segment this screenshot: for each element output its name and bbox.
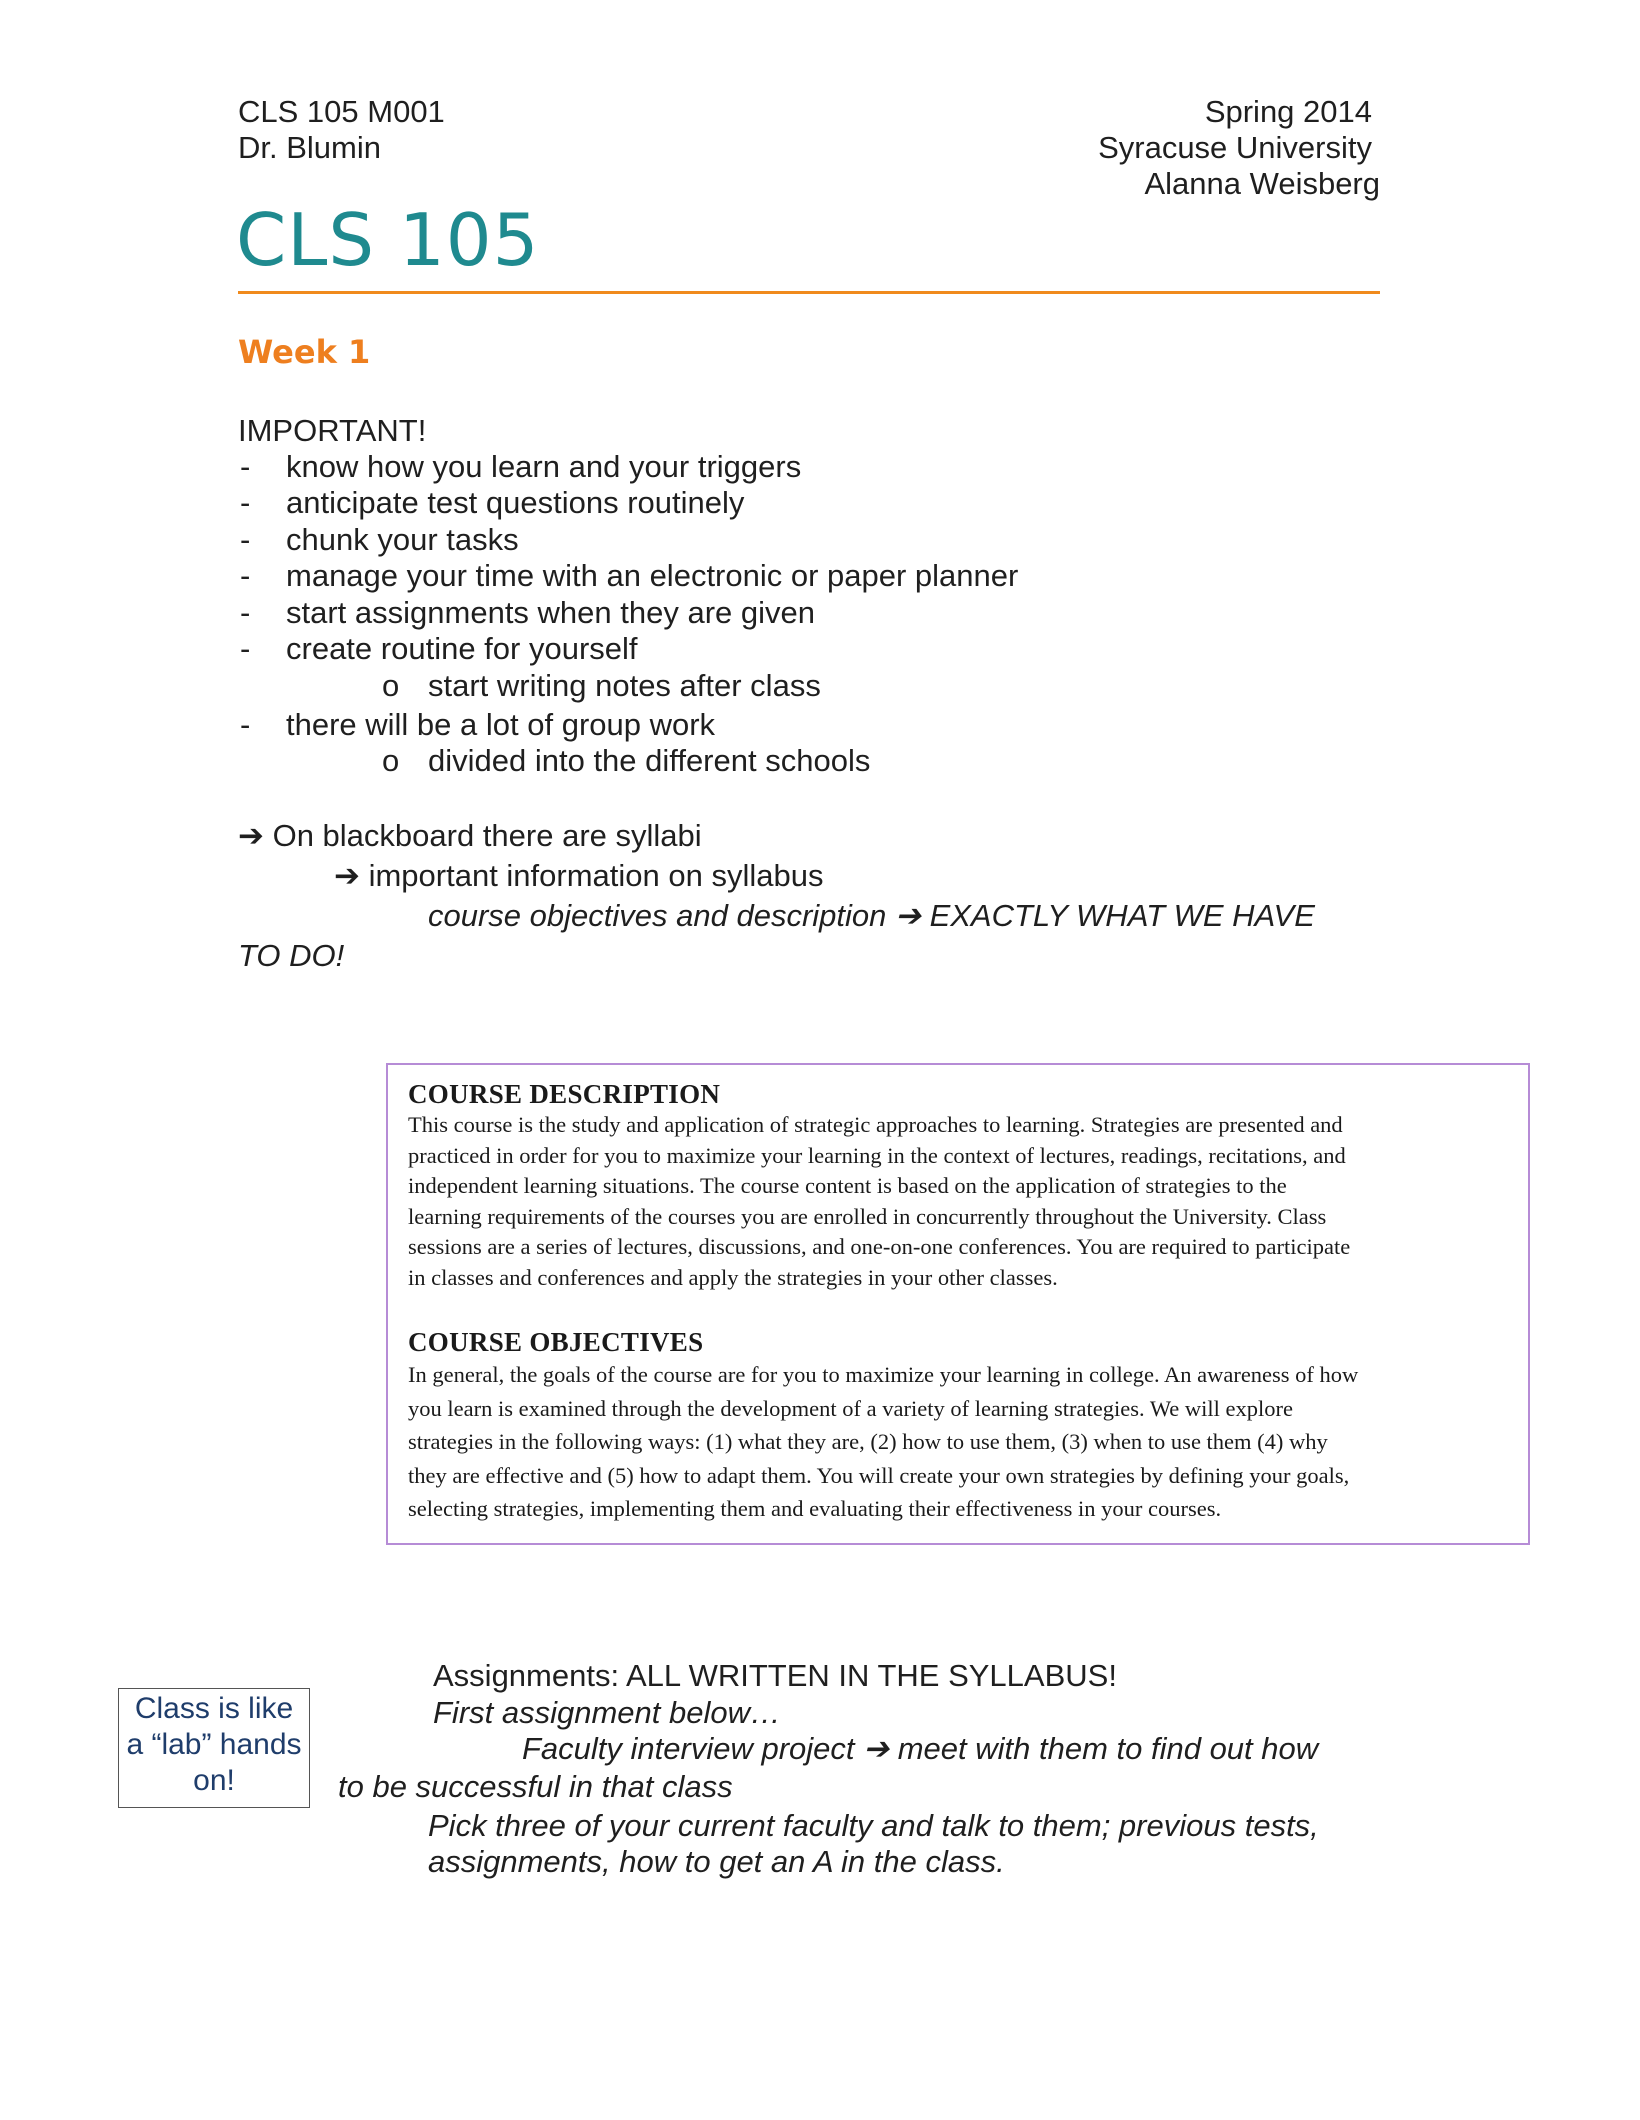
objectives-note-continued: TO DO! (238, 938, 345, 973)
faculty-instructions: Pick three of your current faculty and talk to them; previous tests, (428, 1808, 1319, 1843)
term: Spring 2014 (1204, 94, 1372, 129)
bullet-marker: - (240, 522, 251, 557)
sub-bullet-marker: o (382, 743, 400, 778)
bullet-marker: - (240, 485, 251, 520)
assignments-heading: Assignments: ALL WRITTEN IN THE SYLLABUS! (433, 1658, 1117, 1693)
blackboard-note: ➔ On blackboard there are syllabi (238, 818, 702, 853)
first-assignment-note: First assignment below… (433, 1695, 782, 1730)
bullet-marker: - (240, 631, 251, 666)
instructor-name: Dr. Blumin (238, 130, 381, 165)
list-item: create routine for yourself (286, 631, 638, 666)
faculty-instructions-continued: assignments, how to get an A in the class. (428, 1844, 1005, 1879)
course-objectives-heading: COURSE OBJECTIVES (408, 1327, 704, 1357)
author-name: Alanna Weisberg (1144, 166, 1380, 201)
objectives-note: course objectives and description ➔ EXACTLY WHAT WE HAVE (428, 898, 1315, 933)
objectives-line: strategies in the following ways: (1) what they are, (2) how to use them, (3) when to use them (4) why (408, 1429, 1328, 1454)
school-name: Syracuse University (1098, 130, 1372, 165)
bullet-marker: - (240, 449, 251, 484)
important-label: IMPORTANT! (238, 413, 427, 448)
sub-list-item: divided into the different schools (428, 743, 871, 778)
side-note-line: Class is like (134, 1692, 294, 1725)
course-section: CLS 105 M001 (238, 94, 445, 129)
syllabus-excerpt (386, 1063, 1530, 1545)
week-heading: Week 1 (238, 333, 371, 371)
objectives-line: In general, the goals of the course are for you to maximize your learning in college. An awareness of how (408, 1362, 1359, 1387)
bullet-marker: - (240, 595, 251, 630)
sub-list-item: start writing notes after class (428, 668, 821, 703)
objectives-line: selecting strategies, implementing them and evaluating their effectiveness in your courses. (408, 1496, 1222, 1521)
description-line: This course is the study and application of strategic approaches to learning. Strategies are presented and (408, 1112, 1343, 1137)
description-line: sessions are a series of lectures, discussions, and one-on-one conferences. You are required to participate (408, 1234, 1351, 1259)
list-item: know how you learn and your triggers (286, 449, 802, 484)
course-description-heading: COURSE DESCRIPTION (408, 1079, 721, 1109)
faculty-interview-note-continued: to be successful in that class (338, 1769, 733, 1804)
list-item: manage your time with an electronic or paper planner (286, 558, 1019, 593)
side-note-line: on! (193, 1764, 235, 1797)
bullet-marker: - (240, 558, 251, 593)
side-note-line: a “lab” hands (126, 1728, 302, 1761)
description-line: learning requirements of the courses you are enrolled in concurrently throughout the University. Class (408, 1203, 1327, 1229)
syllabus-note: ➔ important information on syllabus (334, 858, 824, 893)
page-title: CLS 105 (236, 198, 540, 282)
description-line: practiced in order for you to maximize your learning in the context of lectures, readings, recitations, and (408, 1142, 1346, 1168)
bullet-marker: - (240, 707, 251, 742)
description-line: in classes and conferences and apply the strategies in your other classes. (408, 1264, 1058, 1290)
title-divider (238, 291, 1380, 294)
list-item: there will be a lot of group work (286, 707, 716, 742)
list-item: anticipate test questions routinely (286, 485, 745, 520)
sub-bullet-marker: o (382, 668, 400, 703)
objectives-line: they are effective and (5) how to adapt them. You will create your own strategies by defining your goals, (408, 1462, 1350, 1488)
list-item: start assignments when they are given (286, 595, 815, 630)
description-line: independent learning situations. The course content is based on the application of strategies to the (408, 1173, 1287, 1198)
side-note-box (118, 1688, 310, 1808)
faculty-interview-note: Faculty interview project ➔ meet with them to find out how (522, 1731, 1319, 1766)
objectives-line: you learn is examined through the development of a variety of learning strategies. We will explore (408, 1395, 1293, 1421)
list-item: chunk your tasks (286, 522, 519, 557)
